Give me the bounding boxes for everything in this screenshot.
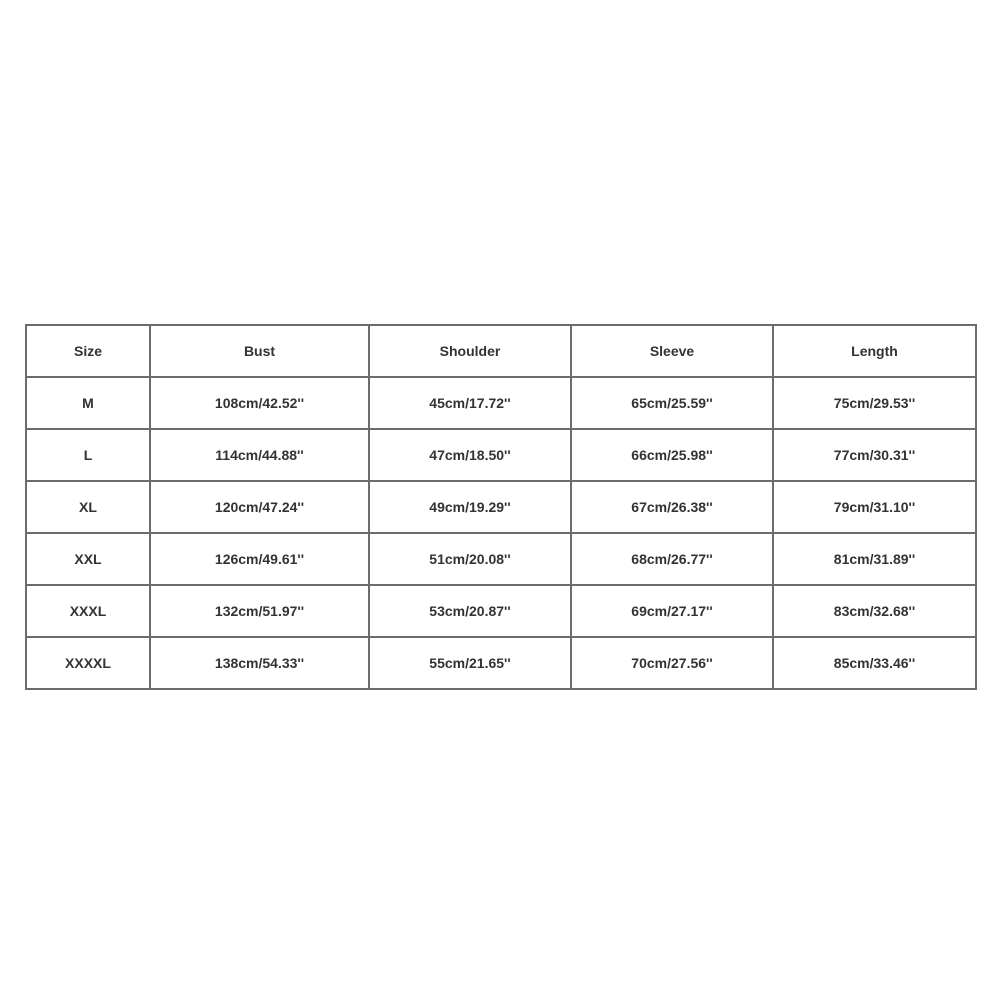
cell-bust: 114cm/44.88'' xyxy=(150,429,369,481)
table-row xyxy=(26,637,976,689)
cell-sleeve: 69cm/27.17'' xyxy=(571,585,773,637)
header-row xyxy=(26,325,976,377)
header-sleeve: Sleeve xyxy=(571,325,773,377)
cell-sleeve: 70cm/27.56'' xyxy=(571,637,773,689)
header-size: Size xyxy=(26,325,150,377)
cell-sleeve: 66cm/25.98'' xyxy=(571,429,773,481)
cell-shoulder: 53cm/20.87'' xyxy=(369,585,571,637)
cell-bust: 132cm/51.97'' xyxy=(150,585,369,637)
cell-length: 85cm/33.46'' xyxy=(773,637,976,689)
table-row xyxy=(26,429,976,481)
cell-size: L xyxy=(26,429,150,481)
cell-size: XXL xyxy=(26,533,150,585)
cell-size: XL xyxy=(26,481,150,533)
header-shoulder: Shoulder xyxy=(369,325,571,377)
cell-sleeve: 65cm/25.59'' xyxy=(571,377,773,429)
cell-sleeve: 67cm/26.38'' xyxy=(571,481,773,533)
cell-bust: 126cm/49.61'' xyxy=(150,533,369,585)
cell-length: 81cm/31.89'' xyxy=(773,533,976,585)
table-row xyxy=(26,585,976,637)
cell-shoulder: 47cm/18.50'' xyxy=(369,429,571,481)
header-length: Length xyxy=(773,325,976,377)
cell-length: 83cm/32.68'' xyxy=(773,585,976,637)
cell-shoulder: 45cm/17.72'' xyxy=(369,377,571,429)
size-chart-table xyxy=(25,324,977,690)
cell-shoulder: 55cm/21.65'' xyxy=(369,637,571,689)
table-row xyxy=(26,481,976,533)
cell-length: 79cm/31.10'' xyxy=(773,481,976,533)
cell-size: XXXL xyxy=(26,585,150,637)
cell-bust: 120cm/47.24'' xyxy=(150,481,369,533)
header-bust: Bust xyxy=(150,325,369,377)
cell-shoulder: 51cm/20.08'' xyxy=(369,533,571,585)
table-row xyxy=(26,533,976,585)
cell-length: 75cm/29.53'' xyxy=(773,377,976,429)
cell-size: M xyxy=(26,377,150,429)
cell-shoulder: 49cm/19.29'' xyxy=(369,481,571,533)
cell-bust: 108cm/42.52'' xyxy=(150,377,369,429)
cell-bust: 138cm/54.33'' xyxy=(150,637,369,689)
cell-sleeve: 68cm/26.77'' xyxy=(571,533,773,585)
table-row xyxy=(26,377,976,429)
cell-length: 77cm/30.31'' xyxy=(773,429,976,481)
cell-size: XXXXL xyxy=(26,637,150,689)
